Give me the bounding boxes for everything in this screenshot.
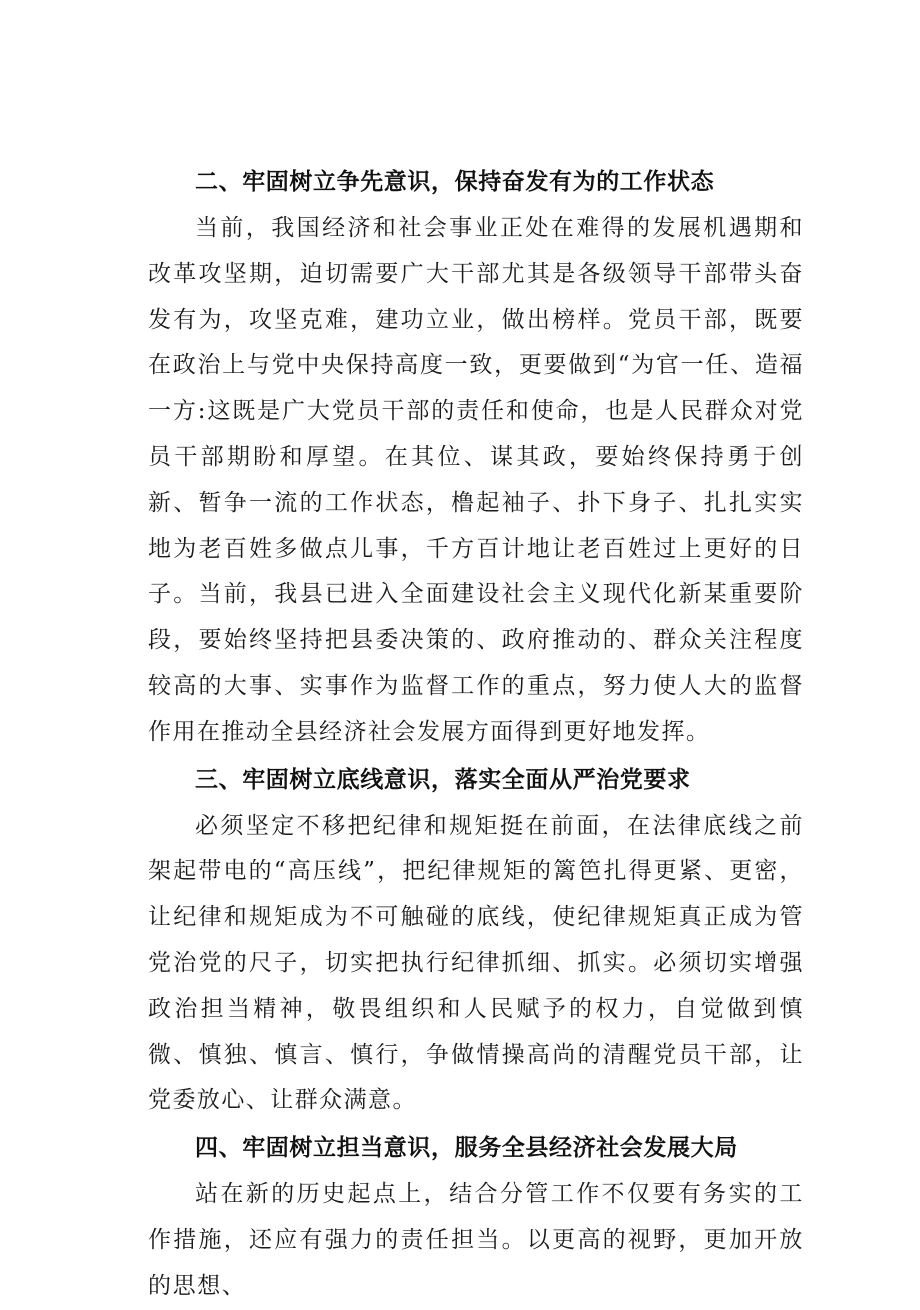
section-heading-4: 四、牢固树立担当意识，服务全县经济社会发展大局 [195,1135,738,1162]
section-heading-3: 三、牢固树立底线意识，落实全面从严治党要求 [195,766,691,793]
section-paragraph-2: 当前，我国经济和社会事业正处在难得的发展机遇期和改革攻坚期，迫切需要广大干部尤其是各级领导干部带头奋发有为，攻坚克难，建功立业，做出榜样。党员干部，既要在政治上与党中央保持高度一致，更要做到“为官一任、造福一方:这既是广大党员干部的责任和使命，也是人民群众对党员干部期盼和厚望。在其位、谋其政，要始终保持勇于创新、暂争一流的工作状态，橹起袖子、扑下身子、扎扎实实地为老百姓多做点儿事，千方百计地让老百姓过上更好的日子。当前，我县已进入全面建设社会主义现代化新某重要阶段，要始终坚持把县委决策的、政府推动的、群众关注程度较高的大事、实事作为监督工作的重点，努力使人大的监督作用在推动全县经济社会发展方面得到更好地发挥。 [148,215,804,745]
section-heading-2: 二、牢固树立争先意识，保持奋发有为的工作状态 [195,169,715,195]
section-paragraph-4: 站在新的历史起点上，结合分管工作不仅要有务实的工作措施，还应有强力的责任担当。以更高的视野，更加开放的思想、 [148,1181,804,1299]
section-paragraph-3: 必须坚定不移把纪律和规矩挺在前面，在法律底线之前架起带电的“高压线”，把纪律规矩的篱笆扎得更紧、更密，让纪律和规矩成为不可触碰的底线，使纪律规矩真正成为管党治党的尺子，切实把执行纪律抓细、抓实。必须切实增强政治担当精神，敬畏组织和人民赋予的权力，自觉做到慎微、慎独、慎言、慎行，争做情操高尚的清醒党员干部，让党委放心、让群众满意。 [148,812,804,1114]
document-body [148,158,804,1310]
